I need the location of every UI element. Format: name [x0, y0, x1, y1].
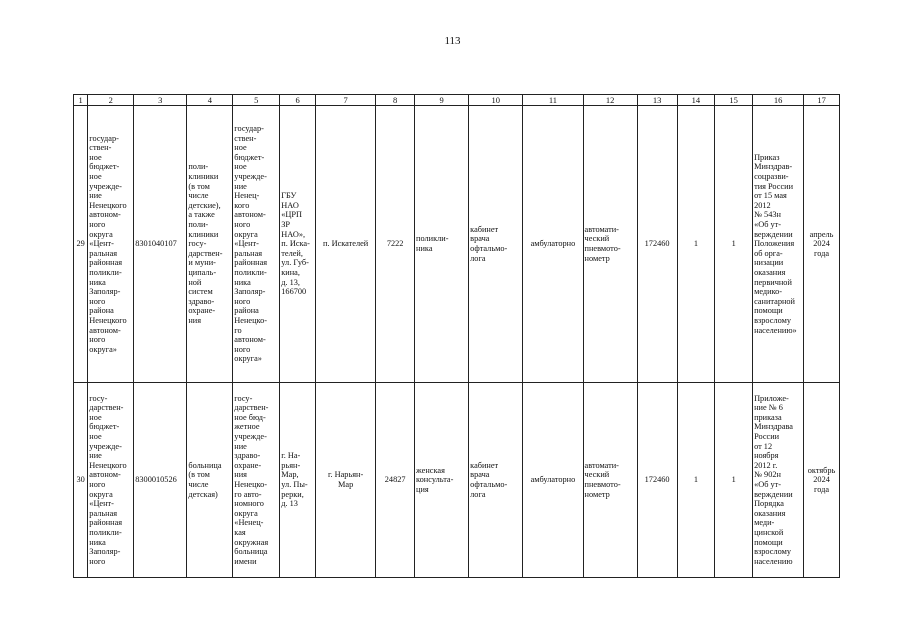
legal-basis-cell: Приложе- ние № 6 приказа Минздрава России от 12 ноября 2012 г. № 902н «Об ут- верждении Порядка оказания меди- цинской помощи взрослому населению	[753, 383, 804, 578]
column-header: 7	[316, 95, 376, 106]
quantity-cell: 1	[677, 383, 715, 578]
equipment-cell: автомати- ческий пневмото- нометр	[583, 106, 637, 383]
price-cell: 172460	[637, 383, 677, 578]
column-header: 1	[74, 95, 88, 106]
organization-cell: государ- ствен- ное бюджет- ное учрежде- ние Ненецкого автоном- ного округа «Цент- ральная районная поликли- ника Заполяр- ного района Ненецкого автоном- ного округа»	[88, 106, 134, 383]
owner-cell: госу- дарствен- ное бюд- жетное учрежде- ние здраво- охране- ния Ненецко- го авто- номного округа «Ненец- кая окружная больница имени	[233, 383, 280, 578]
facility-type-cell: поли- клиники (в том числе детские), а также поли- клиники госу- дарствен- и муни- ципаль- ной систем здраво- охране- ния	[187, 106, 233, 383]
column-header: 16	[753, 95, 804, 106]
locality-cell: п. Искателей	[316, 106, 376, 383]
header-row	[74, 95, 840, 106]
date-cell: апрель 2024 года	[804, 106, 840, 383]
owner-cell: государ- ствен- ное бюджет- ное учрежде- ние Ненец- кого автоном- ного округа «Цент- ральная районная поликли- ника Заполяр- ного района Ненецко- го автоном- ного округа»	[233, 106, 280, 383]
quantity-cell: 1	[715, 383, 753, 578]
column-header: 8	[376, 95, 415, 106]
column-header: 12	[583, 95, 637, 106]
column-header: 5	[233, 95, 280, 106]
locality-cell: г. Нарьян- Мар	[316, 383, 376, 578]
address-cell: ГБУ НАО «ЦРП ЗР НАО», п. Иска- телей, ул. Губ- кина, д. 13, 166700	[280, 106, 316, 383]
equipment-cell: автомати- ческий пневмото- нометр	[583, 383, 637, 578]
inn-cell: 8301040107	[134, 106, 187, 383]
column-header: 13	[637, 95, 677, 106]
row-number: 29	[74, 106, 88, 383]
mode-cell: амбулаторно	[523, 383, 583, 578]
column-header: 2	[88, 95, 134, 106]
column-header: 14	[677, 95, 715, 106]
column-header: 11	[523, 95, 583, 106]
cabinet-cell: кабинет врача офтальмо- лога	[469, 383, 523, 578]
table-row	[74, 106, 840, 383]
row-number: 30	[74, 383, 88, 578]
unit-cell: поликли- ника	[415, 106, 469, 383]
column-header: 3	[134, 95, 187, 106]
page-number: 113	[444, 35, 461, 47]
unit-cell: женская консульта- ция	[415, 383, 469, 578]
table-row	[74, 383, 840, 578]
organization-cell: госу- дарствен- ное бюджет- ное учрежде- ние Ненецкого автоном- ного округа «Цент- ральная районная поликли- ника Заполяр- ного	[88, 383, 134, 578]
cabinet-cell: кабинет врача офтальмо- лога	[469, 106, 523, 383]
facility-type-cell: больница (в том числе детская)	[187, 383, 233, 578]
column-header: 17	[804, 95, 840, 106]
population-cell: 7222	[376, 106, 415, 383]
legal-basis-cell: Приказ Минздрав- соцразви- тия России от 15 мая 2012 № 543н «Об ут- верждении Положения об орга- низации оказания первичной медико- санитарной помощи взрослому населению»	[753, 106, 804, 383]
address-cell: г. На- рьян- Мар, ул. Пы- рерки, д. 13	[280, 383, 316, 578]
inn-cell: 8300010526	[134, 383, 187, 578]
column-header: 15	[715, 95, 753, 106]
mode-cell: амбулаторно	[523, 106, 583, 383]
date-cell: октябрь 2024 года	[804, 383, 840, 578]
quantity-cell: 1	[715, 106, 753, 383]
population-cell: 24827	[376, 383, 415, 578]
column-header: 9	[415, 95, 469, 106]
equipment-table	[73, 94, 840, 578]
column-header: 6	[280, 95, 316, 106]
column-header: 4	[187, 95, 233, 106]
quantity-cell: 1	[677, 106, 715, 383]
price-cell: 172460	[637, 106, 677, 383]
column-header: 10	[469, 95, 523, 106]
